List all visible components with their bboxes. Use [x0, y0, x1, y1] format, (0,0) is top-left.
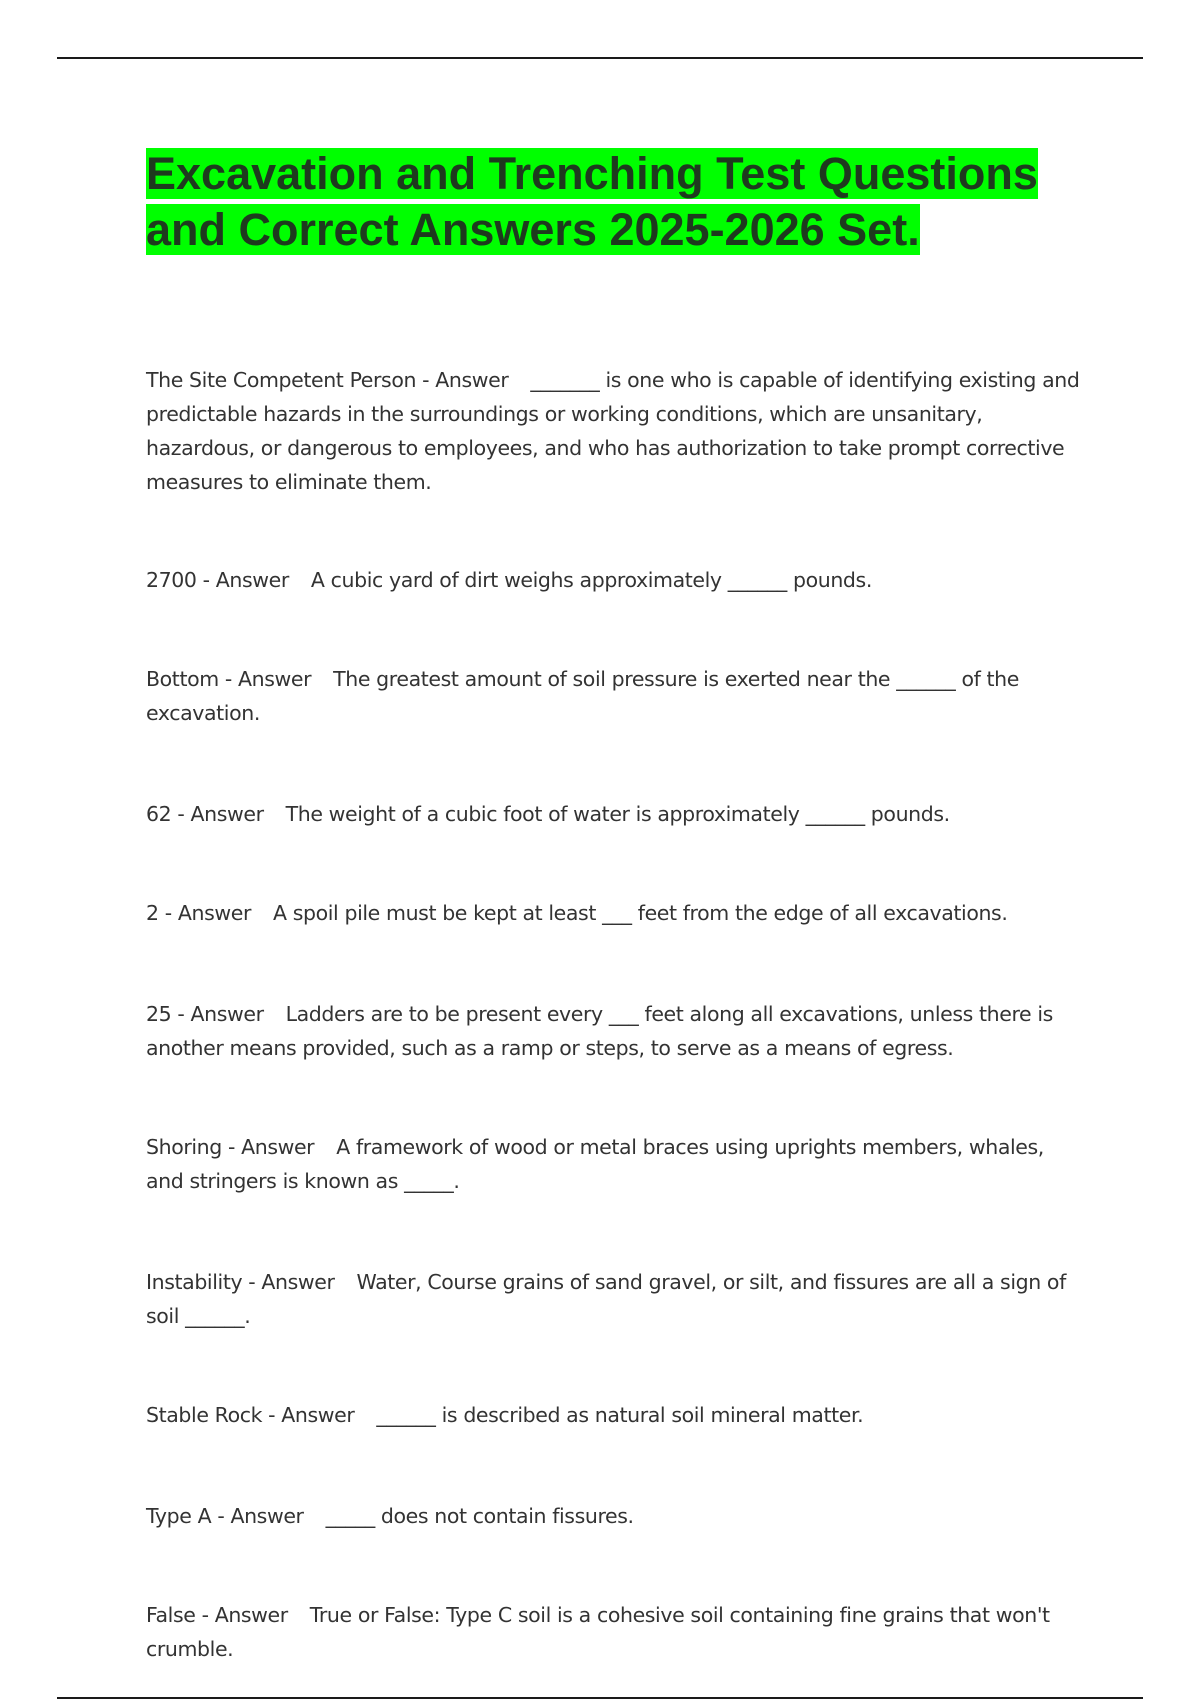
qa-item [146, 363, 1086, 499]
qa-item [146, 1499, 1086, 1533]
qa-question: _____ does not contain fissures. [325, 1504, 634, 1528]
qa-item [146, 1265, 1086, 1333]
qa-item [146, 797, 1086, 831]
qa-item [146, 896, 1086, 930]
qa-question: Water, Course grains of sand gravel, or silt, and fissures are all a sign of soil ______. [146, 1270, 1066, 1328]
bottom-rule [57, 1697, 1143, 1699]
qa-item [146, 1130, 1086, 1198]
qa-question: ______ is described as natural soil mineral matter. [376, 1403, 864, 1427]
qa-question: A framework of wood or metal braces using uprights members, whales, and stringers is known as _____. [146, 1135, 1044, 1193]
qa-question: A spoil pile must be kept at least ___ feet from the edge of all excavations. [272, 901, 1008, 925]
qa-question: A cubic yard of dirt weighs approximately ______ pounds. [310, 568, 872, 592]
qa-answer: Shoring - Answer [146, 1135, 315, 1159]
qa-item [146, 1398, 1086, 1432]
qa-answer: Stable Rock - Answer [146, 1403, 355, 1427]
qa-answer: False - Answer [146, 1603, 288, 1627]
qa-item [146, 997, 1086, 1065]
qa-answer: Type A - Answer [146, 1504, 304, 1528]
qa-item [146, 563, 1086, 597]
qa-answer: Instability - Answer [146, 1270, 335, 1294]
qa-question: The weight of a cubic foot of water is approximately ______ pounds. [285, 802, 950, 826]
qa-answer: 25 - Answer [146, 1002, 264, 1026]
top-rule [57, 57, 1143, 59]
qa-answer: The Site Competent Person - Answer [146, 368, 509, 392]
qa-answer: 2700 - Answer [146, 568, 289, 592]
qa-question: The greatest amount of soil pressure is exerted near the ______ of the excavation. [146, 667, 1019, 725]
qa-question: True or False: Type C soil is a cohesive soil containing fine grains that won't crumble. [146, 1603, 1050, 1661]
document-title [146, 146, 1046, 258]
qa-answer: 62 - Answer [146, 802, 264, 826]
qa-answer: Bottom - Answer [146, 667, 312, 691]
qa-item [146, 662, 1086, 730]
title-highlight: Excavation and Trenching Test Questions and Correct Answers 2025-2026 Set. [146, 148, 1038, 255]
qa-question: _______ is one who is capable of identifying existing and predictable hazards in the surroundings or working conditions, which are unsanitary, hazardous, or dangerous to employees, and who has authorization to take prompt corrective measures to eliminate them. [146, 368, 1080, 494]
qa-item [146, 1598, 1086, 1666]
qa-question: Ladders are to be present every ___ feet along all excavations, unless there is another means provided, such as a ramp or steps, to serve as a means of egress. [146, 1002, 1053, 1060]
qa-answer: 2 - Answer [146, 901, 251, 925]
